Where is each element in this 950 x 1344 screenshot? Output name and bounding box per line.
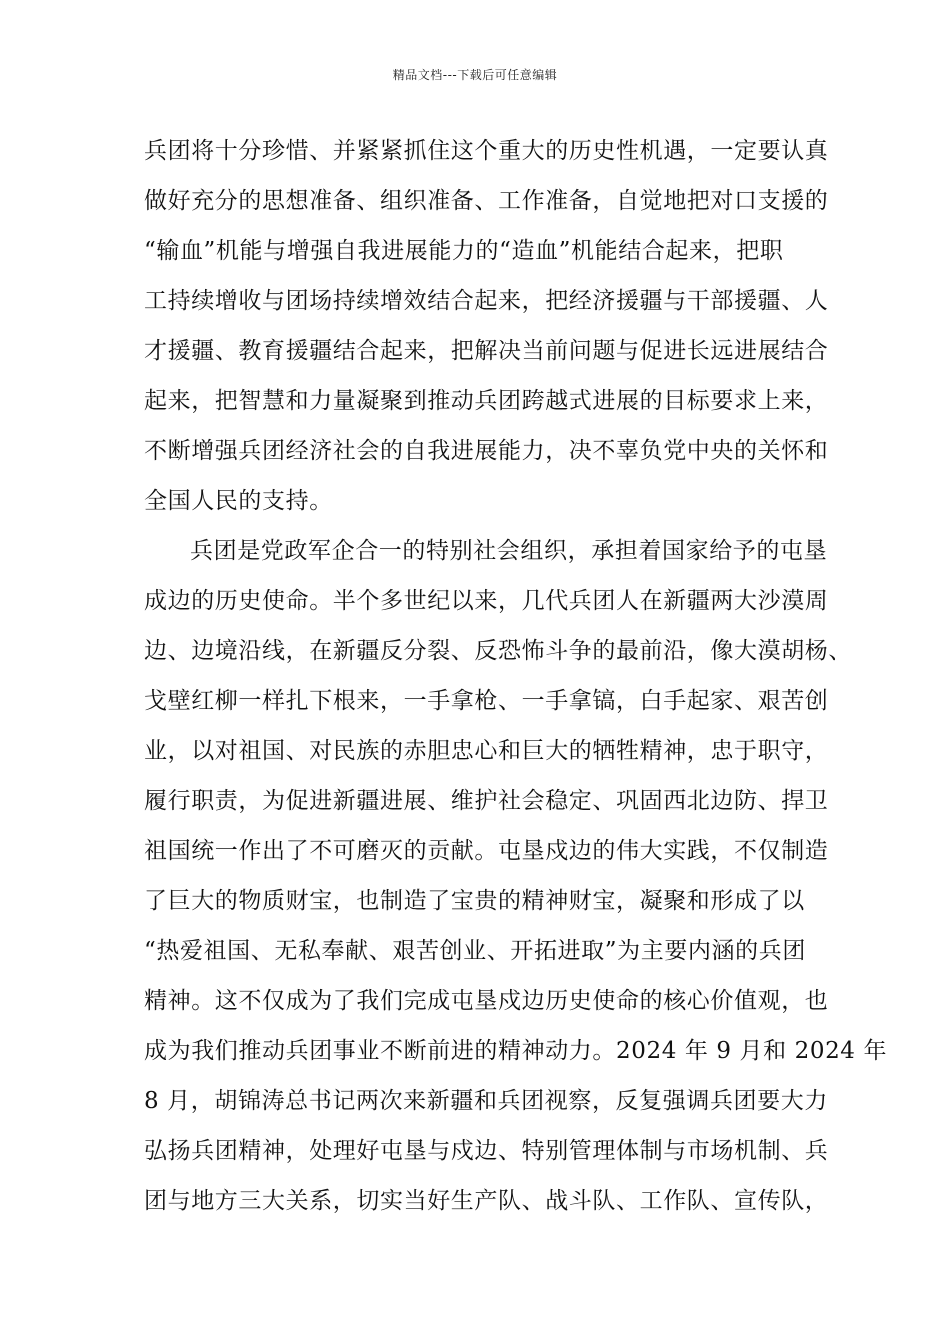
text-line: 精神。这不仅成为了我们完成屯垦戍边历史使命的核心价值观，也 bbox=[144, 988, 829, 1014]
text-line: 成边的历史使命。半个多世纪以来，几代兵团人在新疆两大沙漠周 bbox=[144, 588, 829, 614]
text-line: 边、边境沿线，在新疆反分裂、反恐怖斗争的最前沿，像大漠胡杨、 bbox=[144, 638, 852, 664]
text-line: 了巨大的物质财宝，也制造了宝贵的精神财宝，凝聚和形成了以 bbox=[144, 888, 805, 914]
document-body bbox=[144, 126, 888, 1226]
text-line: 全国人民的支持。 bbox=[144, 488, 333, 514]
text-line: 业，以对祖国、对民族的赤胆忠心和巨大的牺牲精神，忠于职守， bbox=[144, 738, 829, 764]
text-line: 戈壁红柳一样扎下根来，一手拿枪、一手拿镐，白手起家、艰苦创 bbox=[144, 688, 829, 714]
text-line: “输血”机能与增强自我进展能力的“造血”机能结合起来，把职 bbox=[144, 238, 784, 264]
text-line: 兵团将十分珍惜、并紧紧抓住这个重大的历史性机遇，一定要认真 bbox=[144, 138, 829, 164]
text-line: 不断增强兵团经济社会的自我进展能力，决不辜负党中央的关怀和 bbox=[144, 438, 829, 464]
text-line: 做好充分的思想准备、组织准备、工作准备，自觉地把对口支援的 bbox=[144, 188, 829, 214]
text-line: 祖国统一作出了不可磨灭的贡献。屯垦戍边的伟大实践，不仅制造 bbox=[144, 838, 829, 864]
text-line: 团与地方三大关系，切实当好生产队、战斗队、工作队、宣传队， bbox=[144, 1188, 829, 1214]
paragraph-1 bbox=[144, 126, 829, 526]
paragraph-2 bbox=[144, 526, 888, 1226]
text-line: 8 月，胡锦涛总书记两次来新疆和兵团视察，反复强调兵团要大力 bbox=[144, 1088, 828, 1114]
text-line: “热爱祖国、无私奉献、艰苦创业、开拓进取”为主要内涵的兵团 bbox=[144, 938, 806, 964]
text-line: 才援疆、教育援疆结合起来，把解决当前问题与促进长远进展结合 bbox=[144, 338, 829, 364]
text-line: 兵团是党政军企合一的特别社会组织，承担着国家给予的屯垦 bbox=[190, 538, 828, 564]
text-line: 起来，把智慧和力量凝聚到推动兵团跨越式进展的目标要求上来， bbox=[144, 388, 829, 414]
text-line: 履行职责，为促进新疆进展、维护社会稳定、巩固西北边防、捍卫 bbox=[144, 788, 829, 814]
page-header: 精品文档---下载后可任意编辑 bbox=[392, 68, 558, 82]
text-line: 成为我们推动兵团事业不断前进的精神动力。2024 年 9 月和 2024 年 bbox=[144, 1038, 888, 1064]
text-line: 工持续增收与团场持续增效结合起来，把经济援疆与干部援疆、人 bbox=[144, 288, 829, 314]
text-line: 弘扬兵团精神，处理好屯垦与戍边、特别管理体制与市场机制、兵 bbox=[144, 1138, 829, 1164]
